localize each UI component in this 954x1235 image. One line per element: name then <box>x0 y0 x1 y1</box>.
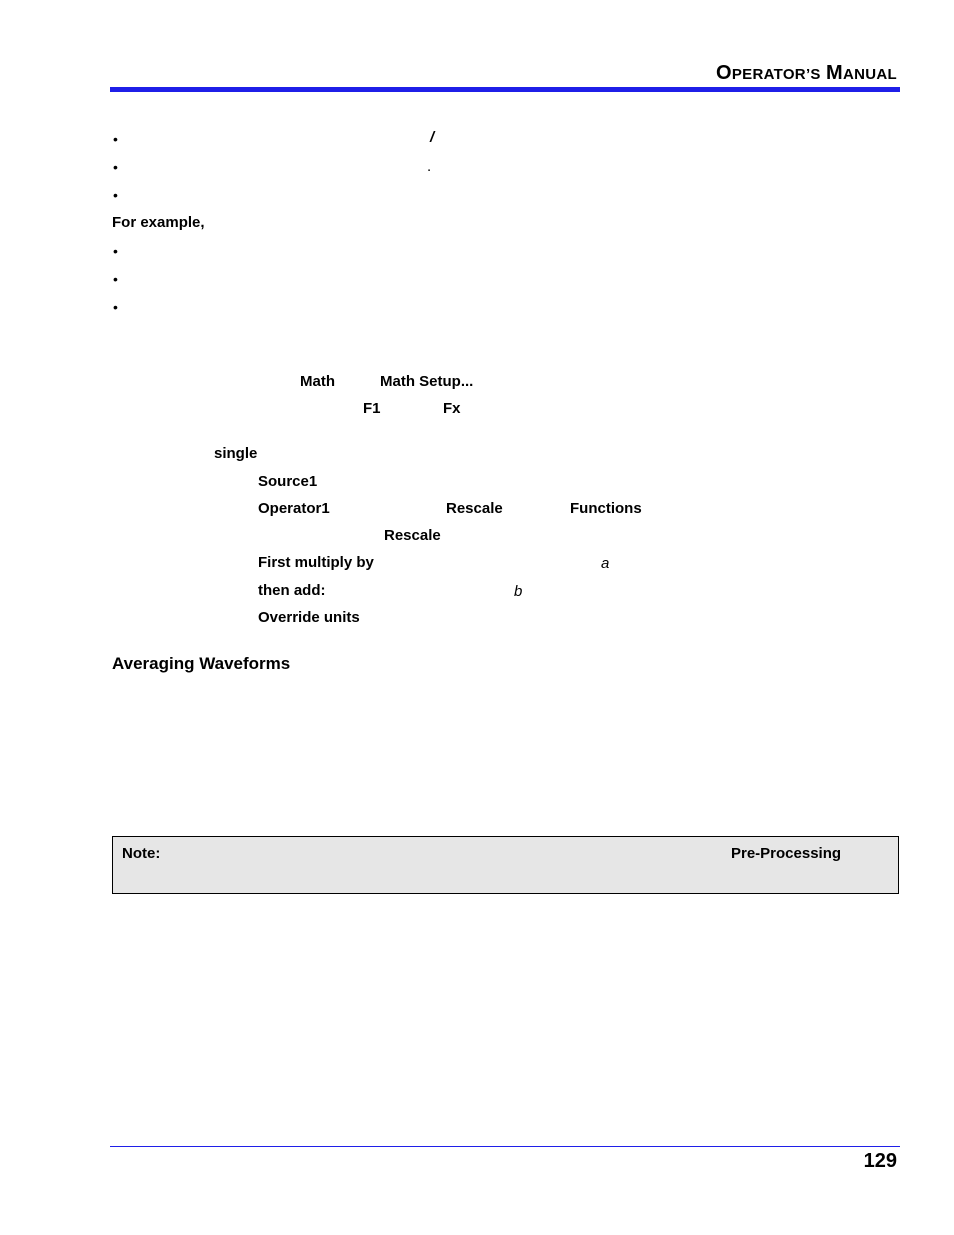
header-perator: PERATOR <box>731 66 806 83</box>
running-header <box>716 62 897 85</box>
bullet-marker: • <box>113 271 118 287</box>
page-number: 129 <box>863 1150 897 1172</box>
slash-fragment: / <box>430 129 435 146</box>
header-cap-m: M <box>826 62 843 84</box>
rescale-label: Rescale <box>384 527 441 544</box>
header-cap-o: O <box>716 62 732 84</box>
bullet-marker: • <box>113 299 118 315</box>
header-apostrophe: ’ <box>805 66 811 83</box>
variable-b: b <box>514 583 523 600</box>
bullet-marker: • <box>113 187 118 203</box>
menu-f1: F1 <box>363 400 381 417</box>
bullet-marker: • <box>113 159 118 175</box>
first-multiply-label: First multiply by <box>258 554 374 571</box>
source1-label: Source1 <box>258 473 318 490</box>
bullet-marker: • <box>113 131 118 147</box>
variable-a: a <box>601 555 610 572</box>
bullet-marker: • <box>113 243 118 259</box>
header-anual: ANUAL <box>843 66 897 83</box>
period-fragment: . <box>427 158 432 175</box>
menu-fx: Fx <box>443 400 461 417</box>
rescale-label: Rescale <box>446 500 503 517</box>
operator1-label: Operator1 <box>258 500 330 517</box>
note-label: Note: <box>122 845 161 862</box>
then-add-label: then add: <box>258 582 326 599</box>
override-units-label: Override units <box>258 609 360 626</box>
menu-math: Math <box>300 373 335 390</box>
functions-label: Functions <box>570 500 642 517</box>
header-rule <box>110 87 900 92</box>
header-s: S <box>810 66 821 83</box>
note-box <box>112 836 899 894</box>
section-heading: Averaging Waveforms <box>112 654 291 673</box>
menu-math-setup: Math Setup... <box>380 373 474 390</box>
for-example-text: For example, <box>112 214 205 231</box>
note-pre-processing: Pre-Processing <box>731 845 842 862</box>
single-text: single <box>214 445 258 462</box>
footer-rule <box>110 1146 900 1147</box>
